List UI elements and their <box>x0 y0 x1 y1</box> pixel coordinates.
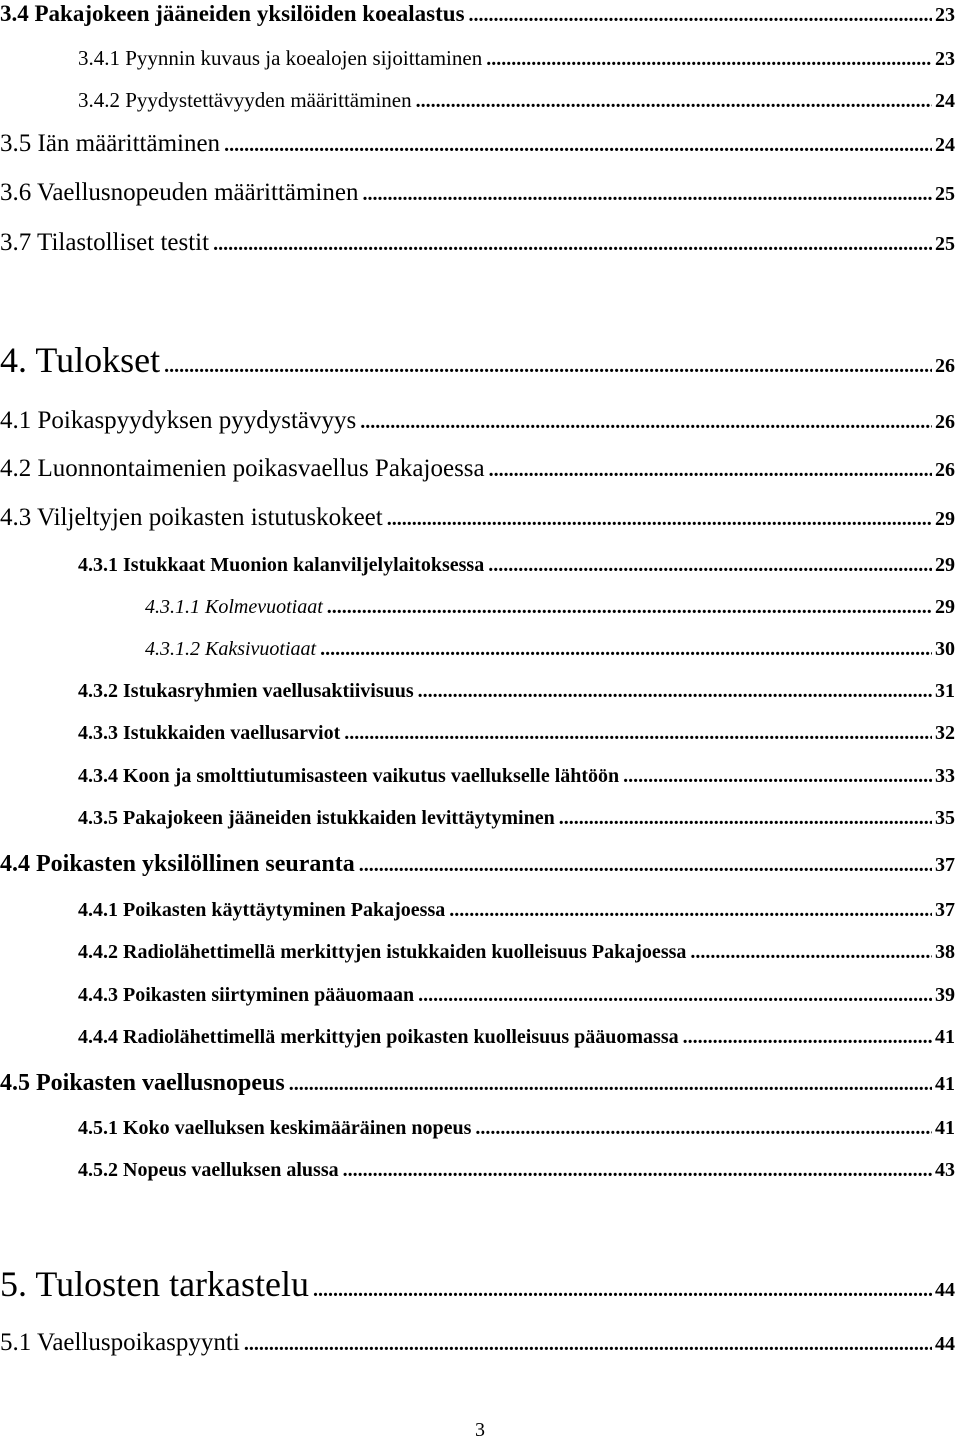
toc-leader-dots <box>486 49 932 69</box>
toc-entry-label: 3.4.2 Pyydystettävyyden määrittäminen <box>78 88 412 112</box>
toc-entry-label: 4.3.1.2 Kaksivuotiaat <box>145 638 317 660</box>
toc-entry-label: 4.5.1 Koko vaelluksen keskimääräinen nopeus <box>78 1117 472 1139</box>
toc-entry-4-3[interactable] <box>0 505 955 530</box>
toc-entry-page: 25 <box>935 183 955 205</box>
toc-leader-dots <box>244 1334 932 1354</box>
toc-leader-dots <box>359 855 932 875</box>
toc-entry-page: 24 <box>935 134 955 156</box>
toc-entry-4-4-3[interactable] <box>78 985 955 1005</box>
toc-entry-page: 30 <box>935 638 955 660</box>
toc-entry-label: 4.3.1 Istukkaat Muonion kalanviljelylaitoksessa <box>78 554 485 576</box>
toc-entry-4-4-1[interactable] <box>78 900 955 920</box>
toc-entry-label: 3.4.1 Pyynnin kuvaus ja koealojen sijoittaminen <box>78 46 483 70</box>
toc-entry-4-4-4[interactable] <box>78 1027 955 1047</box>
toc-entry-label: 4.4.4 Radiolähettimellä merkittyjen poikasten kuolleisuus pääuomassa <box>78 1026 679 1048</box>
toc-leader-dots <box>164 356 932 376</box>
toc-entry-4-4-2[interactable] <box>78 942 955 962</box>
toc-entry-3-5[interactable] <box>0 131 955 156</box>
toc-entry-label: 3.7 Tilastolliset testit <box>0 229 210 256</box>
toc-leader-dots <box>418 681 932 701</box>
toc-entry-4-3-1-1[interactable] <box>145 597 955 617</box>
toc-entry-4-5-1[interactable] <box>78 1118 955 1138</box>
toc-entry-label: 4.1 Poikaspyydyksen pyydystävyys <box>0 407 357 434</box>
toc-leader-dots <box>313 1280 932 1300</box>
toc-entry-page: 29 <box>935 508 955 530</box>
toc-entry-label: 4.3 Viljeltyjen poikasten istutuskokeet <box>0 504 383 531</box>
toc-leader-dots <box>327 597 932 617</box>
toc-entry-label: 5. Tulosten tarkastelu <box>0 1264 310 1304</box>
toc-entry-4-3-2[interactable] <box>78 681 955 701</box>
toc-leader-dots <box>320 639 932 659</box>
toc-entry-page: 41 <box>935 1073 955 1095</box>
toc-entry-page: 31 <box>935 680 955 702</box>
toc-entry-label: 4.4.1 Poikasten käyttäytyminen Pakajoessa <box>78 899 446 921</box>
toc-leader-dots <box>488 555 932 575</box>
toc-entry-page: 29 <box>935 596 955 618</box>
toc-entry-3-6[interactable] <box>0 180 955 205</box>
toc-entry-page: 23 <box>935 4 955 26</box>
toc-entry-label: 4.4.2 Radiolähettimellä merkittyjen istukkaiden kuolleisuus Pakajoessa <box>78 941 687 963</box>
toc-leader-dots <box>683 1027 932 1047</box>
toc-entry-page: 32 <box>935 722 955 744</box>
toc-entry-label: 4.3.1.1 Kolmevuotiaat <box>145 596 323 618</box>
toc-entry-4-3-5[interactable] <box>78 808 955 828</box>
toc-entry-4[interactable] <box>0 342 955 378</box>
toc-leader-dots <box>343 1160 932 1180</box>
toc-entry-5-1[interactable] <box>0 1330 955 1355</box>
toc-entry-page: 26 <box>935 355 955 377</box>
page-number: 3 <box>475 1419 485 1441</box>
toc-leader-dots <box>224 135 932 155</box>
toc-entry-label: 4.3.3 Istukkaiden vaellusarviot <box>78 722 341 744</box>
toc-entry-page: 38 <box>935 941 955 963</box>
toc-leader-dots <box>559 808 932 828</box>
toc-entry-4-3-3[interactable] <box>78 723 955 743</box>
toc-entry-page: 23 <box>935 48 955 70</box>
toc-leader-dots <box>387 509 932 529</box>
toc-leader-dots <box>418 985 932 1005</box>
toc-entry-label: 4.3.2 Istukasryhmien vaellusaktiivisuus <box>78 680 414 702</box>
toc-entry-page: 37 <box>935 899 955 921</box>
toc-entry-4-1[interactable] <box>0 408 955 433</box>
toc-leader-dots <box>489 460 932 480</box>
toc-leader-dots <box>344 723 932 743</box>
toc-entry-4-3-4[interactable] <box>78 766 955 786</box>
toc-entry-3-4-2[interactable] <box>78 90 955 111</box>
toc-entry-4-3-1[interactable] <box>78 555 955 575</box>
toc-entry-4-4[interactable] <box>0 852 955 876</box>
toc-entry-page: 37 <box>935 854 955 876</box>
toc-leader-dots <box>289 1074 932 1094</box>
toc-entry-page: 29 <box>935 554 955 576</box>
toc-entry-label: 3.6 Vaellusnopeuden määrittäminen <box>0 179 359 206</box>
toc-entry-4-3-1-2[interactable] <box>145 639 955 659</box>
toc-leader-dots <box>416 91 932 111</box>
toc-leader-dots <box>213 234 932 254</box>
toc-leader-dots <box>360 412 932 432</box>
toc-entry-4-5[interactable] <box>0 1071 955 1095</box>
toc-entry-page: 44 <box>935 1333 955 1355</box>
toc-entry-label: 4.5 Poikasten vaellusnopeus <box>0 1070 285 1096</box>
toc-entry-label: 5.1 Vaelluspoikaspyynti <box>0 1329 240 1356</box>
toc-entry-page: 41 <box>935 1026 955 1048</box>
toc-entry-label: 4.4 Poikasten yksilöllinen seuranta <box>0 851 355 877</box>
toc-entry-page: 25 <box>935 233 955 255</box>
toc-entry-page: 26 <box>935 411 955 433</box>
toc-entry-page: 26 <box>935 459 955 481</box>
toc-entry-page: 43 <box>935 1159 955 1181</box>
toc-entry-label: 4. Tulokset <box>0 340 161 380</box>
toc-entry-page: 39 <box>935 984 955 1006</box>
toc-entry-page: 35 <box>935 807 955 829</box>
toc-entry-page: 41 <box>935 1117 955 1139</box>
toc-entry-label: 4.3.4 Koon ja smolttiutumisasteen vaikutus vaellukselle lähtöön <box>78 765 620 787</box>
toc-entry-3-7[interactable] <box>0 230 955 255</box>
toc-leader-dots <box>475 1118 932 1138</box>
toc-entry-label: 4.3.5 Pakajokeen jääneiden istukkaiden levittäytyminen <box>78 807 555 829</box>
toc-entry-5[interactable] <box>0 1266 955 1302</box>
toc-entry-label: 4.2 Luonnontaimenien poikasvaellus Pakajoessa <box>0 455 485 482</box>
toc-entry-4-2[interactable] <box>0 456 955 481</box>
toc-entry-label: 3.4 Pakajokeen jääneiden yksilöiden koealastus <box>0 1 465 26</box>
toc-leader-dots <box>449 900 932 920</box>
toc-leader-dots <box>690 942 932 962</box>
toc-entry-label: 4.5.2 Nopeus vaelluksen alussa <box>78 1159 339 1181</box>
toc-leader-dots <box>469 5 932 25</box>
toc-entry-3-4[interactable] <box>0 2 955 25</box>
toc-entry-4-5-2[interactable] <box>78 1160 955 1180</box>
toc-entry-label: 3.5 Iän määrittäminen <box>0 130 221 157</box>
toc-entry-label: 4.4.3 Poikasten siirtyminen pääuomaan <box>78 984 415 1006</box>
toc-entry-page: 33 <box>935 765 955 787</box>
toc-entry-3-4-1[interactable] <box>78 48 955 69</box>
toc-leader-dots <box>362 184 932 204</box>
toc-entry-page: 24 <box>935 90 955 112</box>
toc-leader-dots <box>623 766 932 786</box>
toc-entry-page: 44 <box>935 1279 955 1301</box>
